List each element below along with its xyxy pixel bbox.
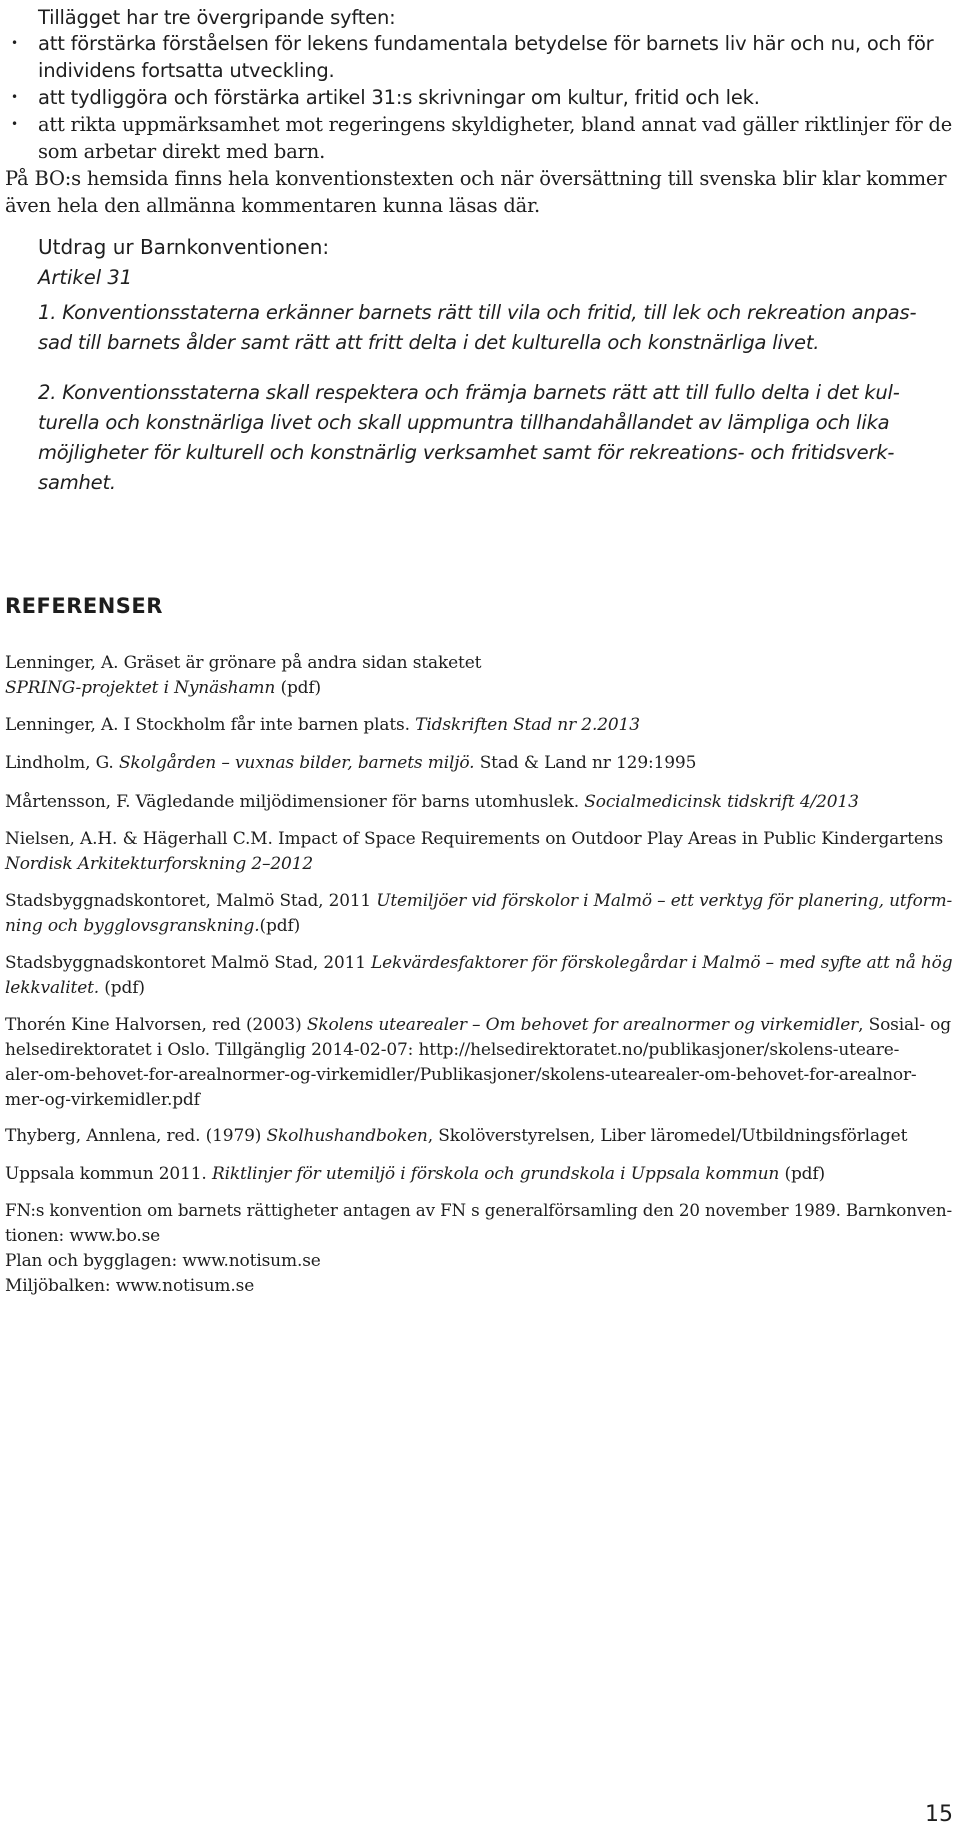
ref-title: lekkvalitet. [5,978,100,998]
ref-text: Thyberg, Annlena, red. (1979) [5,1126,267,1146]
ref-text: (pdf) [275,678,322,698]
ref-text: , Skolöverstyrelsen, Liber läromedel/Utbildningsförlaget [427,1126,908,1146]
ref-title: Skolgården – vuxnas bilder, barnets miljö. [118,753,475,773]
excerpt-line: sad till barnets ålder samt rätt att fritt delta i det kulturella och konstnärliga livet. [38,331,820,354]
reference-item [5,1162,825,1188]
bullet-dot: • [11,36,19,50]
bullet-3-line-2: som arbetar direkt med barn. [38,140,326,163]
bullet-dot: • [11,90,19,104]
bullet-dot: • [11,117,19,131]
ref-text: (pdf) [779,1164,826,1184]
bullet-3-line-1: att rikta uppmärksamhet mot regeringens skyldigheter, bland annat vad gäller riktlinjer för de [38,113,952,136]
reference-item-cont [5,976,145,1002]
intro-paragraph-line-1: På BO:s hemsida finns hela konventionstexten och när översättning till svenska blir klar kommer [5,167,947,190]
excerpt-heading: Utdrag ur Barnkonventionen: [38,235,330,259]
ref-title: Tidskriften Stad nr 2.2013 [415,715,640,735]
ref-text: tionen: www.bo.se [5,1226,161,1246]
reference-item [5,651,481,677]
ref-title: ning och bygglovsgranskning. [5,916,260,936]
ref-title: Nordisk Arkitekturforskning 2–2012 [5,854,314,874]
ref-title: Utemiljöer vid förskolor i Malmö – ett verktyg för planering, utform- [376,891,953,911]
ref-text: Lenninger, A. Gräset är grönare på andra sidan staketet [5,653,482,673]
bullet-1-line-1: att förstärka förståelsen för lekens fundamentala betydelse för barnets liv här och nu, och för [38,32,934,55]
excerpt-article: Artikel 31 [38,266,133,289]
ref-title: Lekvärdesfaktorer för förskolegårdar i Malmö – med syfte att nå hög [371,953,953,973]
reference-item [5,751,696,777]
intro-lead: Tillägget har tre övergripande syften: [38,6,396,29]
ref-text: Lenninger, A. I Stockholm får inte barnen plats. [5,715,416,735]
reference-item [5,1274,254,1300]
ref-text: Lindholm, G. [5,753,119,773]
ref-title: Socialmedicinsk tidskrift 4/2013 [584,792,859,812]
ref-text: aler-om-behovet-for-arealnormer-og-virkemidler/Publikasjoner/skolens-utearealer-om-behovet-for-arealnor- [5,1065,917,1085]
reference-item [5,1249,321,1275]
intro-paragraph-line-2: även hela den allmänna kommentaren kunna läsas där. [5,194,541,217]
ref-text: Miljöbalken: www.notisum.se [5,1276,255,1296]
excerpt-line: 1. Konventionsstaterna erkänner barnets rätt till vila och fritid, till lek och rekreation anpas- [38,301,917,324]
ref-title: Skolens utearealer – Om behovet for arealnormer og virkemidler [306,1015,859,1035]
reference-item [5,1124,907,1150]
bullet-2-line-1: att tydliggöra och förstärka artikel 31:s skrivningar om kultur, fritid och lek. [38,86,760,109]
reference-item [5,790,859,816]
reference-item [5,713,640,739]
page-number: 15 [925,1802,953,1827]
ref-text: FN:s konvention om barnets rättigheter antagen av FN s generalförsamling den 20 november 1989. Barnkonven- [5,1201,953,1221]
excerpt-line: turella och konstnärliga livet och skall uppmuntra tillhandahållandet av lämpliga och lika [38,411,890,434]
excerpt-line: 2. Konventionsstaterna skall respektera och främja barnets rätt att till fullo delta i det kul- [38,381,900,404]
reference-item-cont [5,1224,160,1250]
ref-text: , Sosial- og [858,1015,951,1035]
reference-item [5,951,952,977]
ref-text: Plan och bygglagen: www.notisum.se [5,1251,321,1271]
excerpt-line: samhet. [38,471,116,494]
reference-item [5,1013,951,1039]
reference-item-cont [5,1063,917,1089]
ref-text: Stadsbyggnadskontoret, Malmö Stad, 2011 [5,891,377,911]
ref-text: Thorén Kine Halvorsen, red (2003) [5,1015,307,1035]
reference-item-cont [5,852,313,878]
references-heading: REFERENSER [5,594,163,618]
reference-item [5,1199,952,1225]
reference-item-cont [5,1038,899,1064]
reference-item [5,827,943,853]
ref-text: mer-og-virkemidler.pdf [5,1090,200,1110]
ref-text: helsedirektoratet i Oslo. Tillgänglig 2014-02-07: http://helsedirektoratet.no/publikasjoner/skolens-uteare- [5,1040,900,1060]
reference-item [5,889,952,915]
ref-text: Stadsbyggnadskontoret Malmö Stad, 2011 [5,953,372,973]
reference-item-cont [5,914,300,940]
excerpt-line: möjligheter för kulturell och konstnärlig verksamhet samt för rekreations- och fritidsverk- [38,441,895,464]
ref-text: Stad & Land nr 129:1995 [474,753,697,773]
ref-title: SPRING-projektet i Nynäshamn [5,678,276,698]
ref-title: Riktlinjer för utemiljö i förskola och grundskola i Uppsala kommun [211,1164,780,1184]
ref-text: (pdf) [259,916,301,936]
reference-item-cont [5,676,321,702]
ref-text: Mårtensson, F. Vägledande miljödimensioner för barns utomhuslek. [5,792,585,812]
ref-title: Skolhushandboken [266,1126,428,1146]
ref-text: (pdf) [99,978,145,998]
ref-text: Nielsen, A.H. & Hägerhall C.M. Impact of Space Requirements on Outdoor Play Areas in Public Kindergartens [5,829,944,849]
reference-item-cont [5,1088,200,1114]
bullet-1-line-2: individens fortsatta utveckling. [38,59,335,82]
ref-text: Uppsala kommun 2011. [5,1164,212,1184]
